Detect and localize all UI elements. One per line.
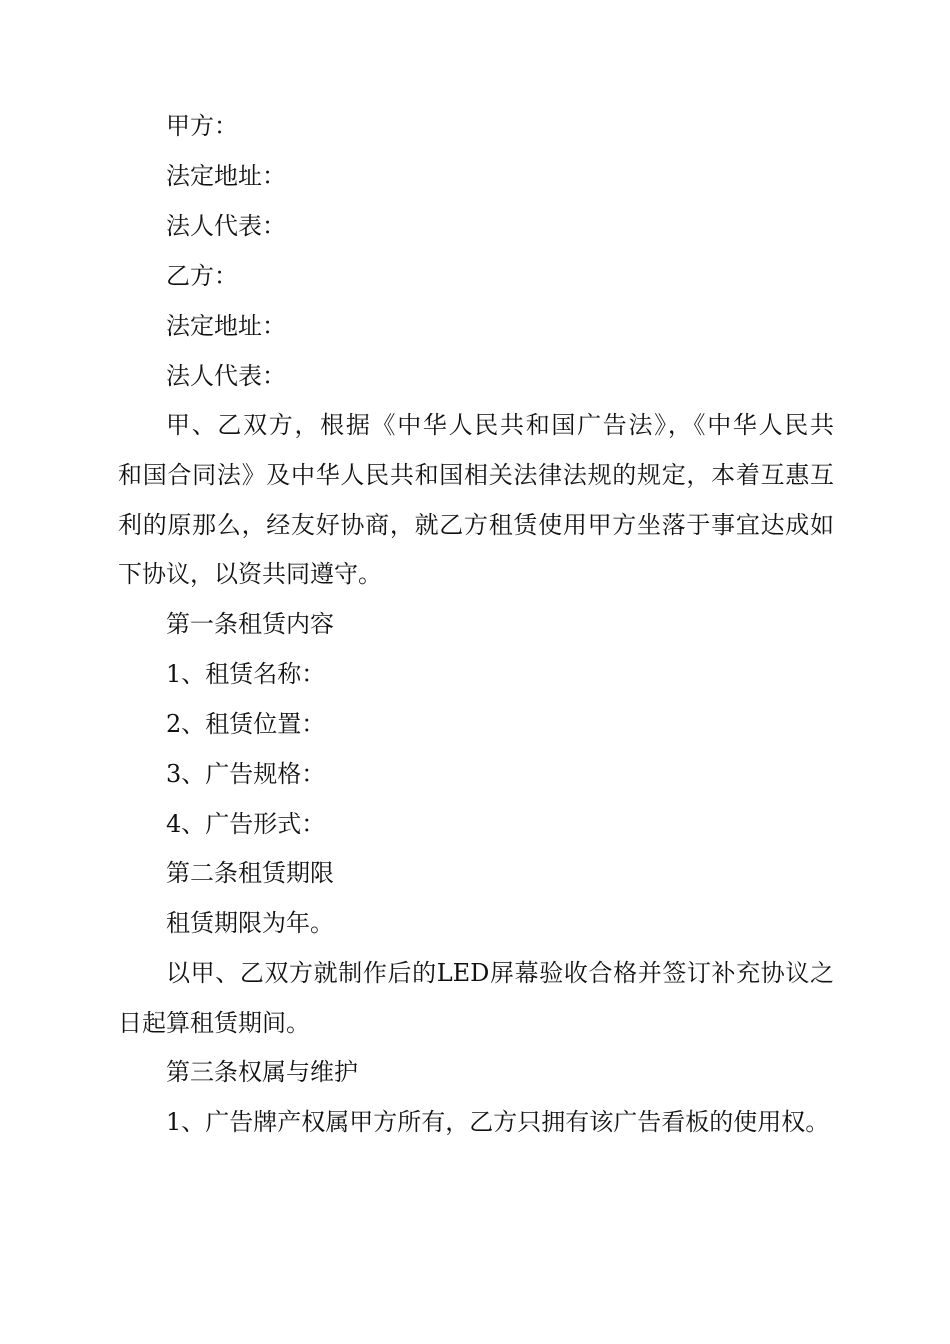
article-3-item-1: 1、广告牌产权属甲方所有，乙方只拥有该广告看板的使用权。 [166, 1108, 830, 1136]
party-a-representative-label: 法人代表： [166, 212, 286, 240]
article-1-item-2: 2、租赁位置： [166, 710, 326, 738]
article-1-item-1: 1、租赁名称： [166, 660, 326, 688]
article-1-item-4: 4、广告形式： [166, 810, 326, 838]
party-a-label: 甲方： [166, 112, 238, 140]
article-2-start-line-1: 以甲、乙双方就制作后的LED屏幕验收合格并签订补充协议之 [166, 959, 834, 987]
party-b-label: 乙方： [166, 262, 238, 290]
preamble-line-4: 下协议，以资共同遵守。 [118, 560, 382, 588]
preamble-line-3: 利的原那么，经友好协商，就乙方租赁使用甲方坐落于事宜达成如 [118, 511, 834, 539]
party-b-address-label: 法定地址： [166, 312, 286, 340]
article-1-item-3: 3、广告规格： [166, 760, 326, 788]
preamble-line-2: 和国合同法》及中华人民共和国相关法律法规的规定，本着互惠互 [118, 461, 834, 489]
article-2-start-line-2: 日起算租赁期间。 [118, 1009, 310, 1037]
party-a-address-label: 法定地址： [166, 162, 286, 190]
article-3-title: 第三条权属与维护 [166, 1058, 358, 1086]
article-1-title: 第一条租赁内容 [166, 610, 334, 638]
party-b-representative-label: 法人代表： [166, 362, 286, 390]
preamble-line-1: 甲、乙双方，根据《中华人民共和国广告法》，《中华人民共 [166, 411, 834, 439]
article-2-title: 第二条租赁期限 [166, 859, 334, 887]
article-2-term: 租赁期限为年。 [166, 909, 334, 937]
